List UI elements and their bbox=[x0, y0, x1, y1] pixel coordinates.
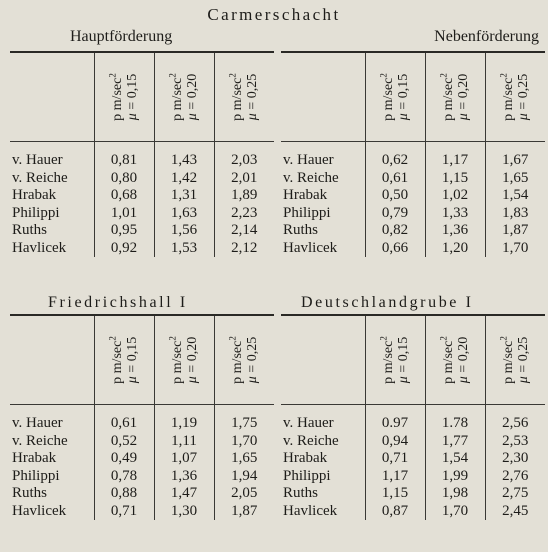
table-row bbox=[10, 205, 274, 223]
block-title: Hauptförderung bbox=[70, 28, 173, 45]
cell-value: 0,94 bbox=[365, 433, 425, 451]
cell-value: 1,94 bbox=[214, 468, 274, 486]
cell-value: 1,42 bbox=[154, 170, 214, 188]
cell-value: 1,83 bbox=[485, 205, 545, 223]
column-header: p $m/\sec^2$ μ = 0,15 bbox=[94, 53, 154, 142]
cell-value: 0,50 bbox=[365, 187, 425, 205]
cell-value: 2,75 bbox=[485, 485, 545, 503]
row-label: v. Hauer bbox=[283, 152, 334, 168]
table-row bbox=[281, 415, 545, 433]
header-blank-cell bbox=[281, 53, 365, 142]
cell-value: 1,87 bbox=[485, 222, 545, 240]
block-title: Friedrichshall I bbox=[48, 294, 188, 311]
table-row bbox=[10, 240, 274, 258]
cell-value: 0,95 bbox=[94, 222, 154, 240]
cell-value: 0,71 bbox=[94, 503, 154, 521]
cell-value: 1,54 bbox=[485, 187, 545, 205]
cell-value: 1,07 bbox=[154, 450, 214, 468]
cell-value: 2,03 bbox=[214, 152, 274, 170]
header-blank-cell bbox=[10, 316, 94, 405]
cell-value: 1,65 bbox=[214, 450, 274, 468]
row-label: Havlicek bbox=[283, 239, 338, 256]
cell-value: 1,65 bbox=[485, 170, 545, 188]
table-row bbox=[10, 450, 274, 468]
table-row bbox=[281, 468, 545, 486]
row-label: v. Reiche bbox=[12, 169, 68, 186]
column-header: p $m/\sec^2$ μ = 0,20 bbox=[154, 53, 214, 142]
spacer-row bbox=[281, 405, 545, 415]
cell-value: 0,62 bbox=[365, 152, 425, 170]
table-row bbox=[281, 152, 545, 170]
row-label: Ruths bbox=[283, 222, 319, 238]
cell-value: 1,36 bbox=[154, 468, 214, 486]
table-row bbox=[281, 170, 545, 188]
cell-value: 1,67 bbox=[485, 152, 545, 170]
data-table bbox=[10, 316, 274, 520]
row-label: Hrabak bbox=[283, 187, 328, 203]
cell-value: 1,01 bbox=[94, 205, 154, 223]
cell-value: 0,80 bbox=[94, 170, 154, 188]
table-row bbox=[10, 485, 274, 503]
cell-value: 1,33 bbox=[425, 205, 485, 223]
table-row bbox=[10, 503, 274, 521]
header-blank-cell bbox=[281, 316, 365, 405]
cell-value: 1,87 bbox=[214, 503, 274, 521]
table-row bbox=[281, 503, 545, 521]
cell-value: 1,43 bbox=[154, 152, 214, 170]
table-row bbox=[281, 240, 545, 258]
cell-value: 1,70 bbox=[214, 433, 274, 451]
cell-value: 0,78 bbox=[94, 468, 154, 486]
cell-value: 2,45 bbox=[485, 503, 545, 521]
cell-value: 1.78 bbox=[425, 415, 485, 433]
block-title: Nebenförderung bbox=[434, 28, 539, 45]
row-label: v. Reiche bbox=[12, 432, 68, 449]
cell-value: 1,63 bbox=[154, 205, 214, 223]
table-row bbox=[281, 485, 545, 503]
cell-value: 0,68 bbox=[94, 187, 154, 205]
header-blank-cell bbox=[10, 53, 94, 142]
cell-value: 0,88 bbox=[94, 485, 154, 503]
row-label: Ruths bbox=[12, 485, 48, 501]
cell-value: 0,92 bbox=[94, 240, 154, 258]
row-label: Havlicek bbox=[12, 239, 67, 256]
cell-value: 1,54 bbox=[425, 450, 485, 468]
table-row bbox=[10, 415, 274, 433]
table-block-friedrichshall bbox=[10, 292, 274, 520]
cell-value: 2,01 bbox=[214, 170, 274, 188]
column-header: p $m/\sec^2$ μ = 0,15 bbox=[94, 316, 154, 405]
cell-value: 1,30 bbox=[154, 503, 214, 521]
cell-value: 0,66 bbox=[365, 240, 425, 258]
cell-value: 1,53 bbox=[154, 240, 214, 258]
column-header: p $m/\sec^2$ μ = 0,20 bbox=[425, 53, 485, 142]
table-row bbox=[281, 450, 545, 468]
cell-value: 2,76 bbox=[485, 468, 545, 486]
row-label: Philippi bbox=[283, 204, 331, 221]
column-header: p $m/\sec^2$ μ = 0,15 bbox=[365, 316, 425, 405]
data-table bbox=[10, 53, 274, 257]
table-row bbox=[10, 433, 274, 451]
table-row bbox=[10, 170, 274, 188]
row-label: Havlicek bbox=[283, 502, 338, 519]
cell-value: 1,70 bbox=[485, 240, 545, 258]
cell-value: 0,71 bbox=[365, 450, 425, 468]
cell-value: 1,89 bbox=[214, 187, 274, 205]
cell-value: 2,14 bbox=[214, 222, 274, 240]
row-label: Philippi bbox=[12, 204, 60, 221]
cell-value: 0,52 bbox=[94, 433, 154, 451]
header-row bbox=[10, 53, 274, 142]
cell-value: 2,53 bbox=[485, 433, 545, 451]
cell-value: 0,87 bbox=[365, 503, 425, 521]
column-header: p $m/\sec^2$ μ = 0,20 bbox=[425, 316, 485, 405]
block-title: Deutschlandgrube I bbox=[301, 294, 474, 311]
cell-value: 0,81 bbox=[94, 152, 154, 170]
row-label: Havlicek bbox=[12, 502, 67, 519]
table-block-hauptfoerderung bbox=[10, 26, 274, 257]
row-label: Philippi bbox=[12, 467, 60, 484]
row-label: Hrabak bbox=[283, 450, 328, 466]
cell-value: 0,61 bbox=[94, 415, 154, 433]
row-label: v. Reiche bbox=[283, 169, 339, 186]
table-row bbox=[10, 222, 274, 240]
spacer-row bbox=[10, 142, 274, 152]
row-label: Ruths bbox=[12, 222, 48, 238]
column-header: p $m/\sec^2$ μ = 0,25 bbox=[214, 53, 274, 142]
table-row bbox=[281, 205, 545, 223]
cell-value: 1,17 bbox=[425, 152, 485, 170]
row-label: v. Hauer bbox=[12, 152, 63, 168]
table-block-nebenfoerderung bbox=[281, 26, 545, 257]
data-table bbox=[281, 53, 545, 257]
spacer-row bbox=[10, 405, 274, 415]
cell-value: 1,02 bbox=[425, 187, 485, 205]
cell-value: 1,77 bbox=[425, 433, 485, 451]
table-row bbox=[10, 152, 274, 170]
row-label: Philippi bbox=[283, 467, 331, 484]
header-row bbox=[281, 53, 545, 142]
cell-value: 1,31 bbox=[154, 187, 214, 205]
cell-value: 0,49 bbox=[94, 450, 154, 468]
cell-value: 1,70 bbox=[425, 503, 485, 521]
cell-value: 0.97 bbox=[365, 415, 425, 433]
column-header: p $m/\sec^2$ μ = 0,20 bbox=[154, 316, 214, 405]
row-label: Ruths bbox=[283, 485, 319, 501]
row-label: v. Hauer bbox=[12, 415, 63, 431]
table-row bbox=[10, 468, 274, 486]
page-title: Carmerschacht bbox=[207, 5, 341, 24]
cell-value: 1,15 bbox=[365, 485, 425, 503]
row-label: v. Hauer bbox=[283, 415, 334, 431]
table-row bbox=[281, 433, 545, 451]
spacer-row bbox=[281, 142, 545, 152]
row-label: Hrabak bbox=[12, 450, 57, 466]
data-table bbox=[281, 316, 545, 520]
cell-value: 2,05 bbox=[214, 485, 274, 503]
cell-value: 1,98 bbox=[425, 485, 485, 503]
cell-value: 2,30 bbox=[485, 450, 545, 468]
cell-value: 1,47 bbox=[154, 485, 214, 503]
column-header: p $m/\sec^2$ μ = 0,25 bbox=[485, 316, 545, 405]
column-header: p $m/\sec^2$ μ = 0,25 bbox=[214, 316, 274, 405]
table-row bbox=[10, 187, 274, 205]
header-row bbox=[10, 316, 274, 405]
cell-value: 1,36 bbox=[425, 222, 485, 240]
table-row bbox=[281, 187, 545, 205]
cell-value: 0,82 bbox=[365, 222, 425, 240]
cell-value: 1,20 bbox=[425, 240, 485, 258]
cell-value: 1,19 bbox=[154, 415, 214, 433]
cell-value: 2,23 bbox=[214, 205, 274, 223]
column-header: p $m/\sec^2$ μ = 0,25 bbox=[485, 53, 545, 142]
cell-value: 1,75 bbox=[214, 415, 274, 433]
cell-value: 0,61 bbox=[365, 170, 425, 188]
cell-value: 1,11 bbox=[154, 433, 214, 451]
table-block-deutschlandgrube bbox=[281, 292, 545, 520]
header-row bbox=[281, 316, 545, 405]
cell-value: 0,79 bbox=[365, 205, 425, 223]
column-header: p $m/\sec^2$ μ = 0,15 bbox=[365, 53, 425, 142]
cell-value: 1,56 bbox=[154, 222, 214, 240]
cell-value: 2,12 bbox=[214, 240, 274, 258]
row-label: v. Reiche bbox=[283, 432, 339, 449]
cell-value: 1,17 bbox=[365, 468, 425, 486]
table-row bbox=[281, 222, 545, 240]
row-label: Hrabak bbox=[12, 187, 57, 203]
cell-value: 1,99 bbox=[425, 468, 485, 486]
cell-value: 1,15 bbox=[425, 170, 485, 188]
cell-value: 2,56 bbox=[485, 415, 545, 433]
